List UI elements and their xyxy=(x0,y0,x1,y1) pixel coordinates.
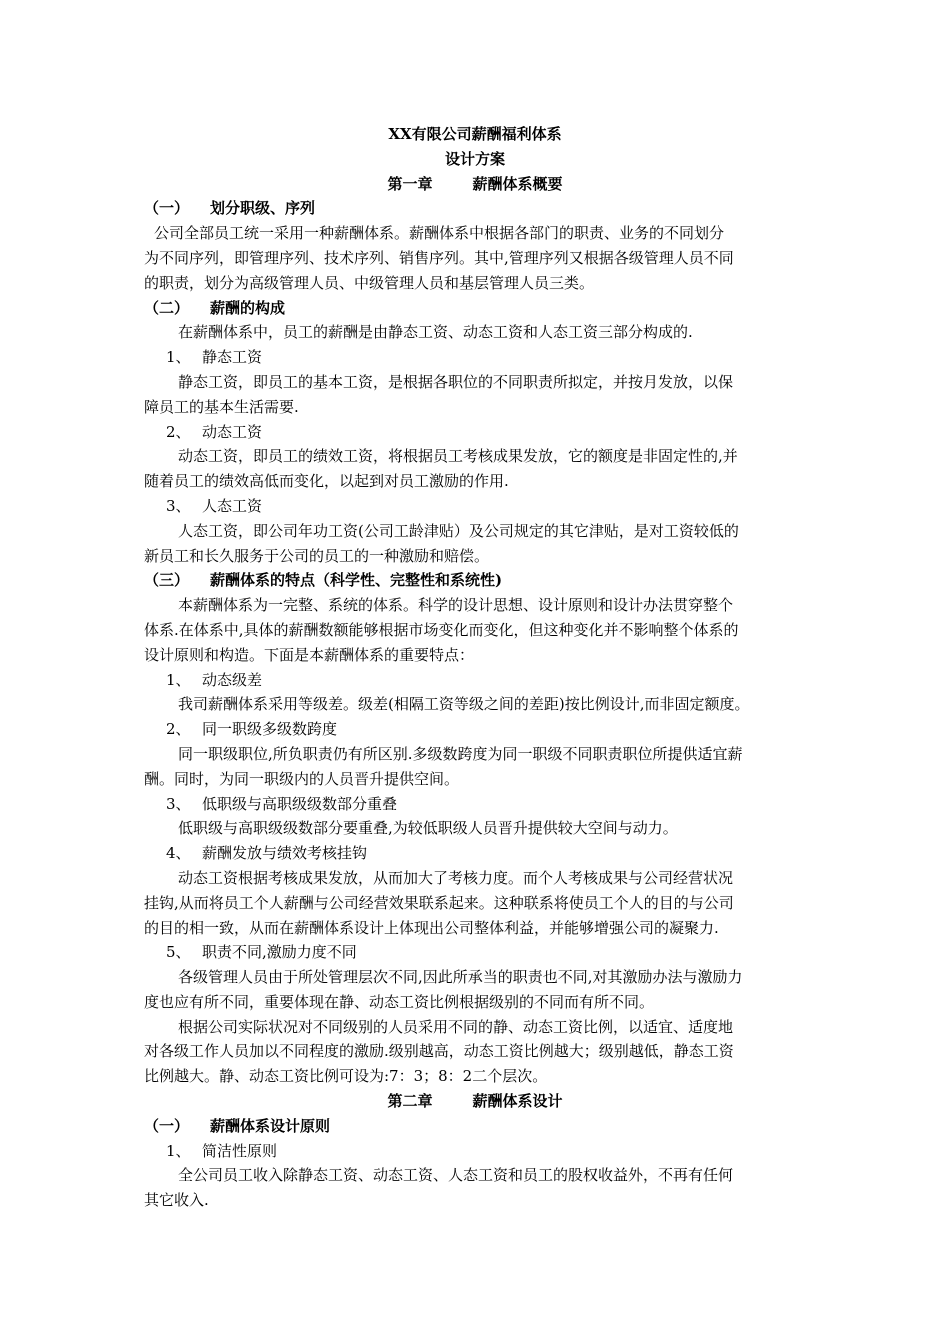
document-body xyxy=(144,122,806,1213)
doc-title: XX有限公司薪酬福利体系 xyxy=(388,125,562,143)
subsection-heading xyxy=(144,420,806,445)
paragraph-line: 各级管理人员由于所处管理层次不同,因此所承当的职责也不同,对其激励办法与激励力 xyxy=(178,968,743,987)
section-heading xyxy=(144,296,806,321)
subsection-heading xyxy=(144,668,806,693)
chapter-title: 薪酬体系概要 xyxy=(472,174,563,193)
subsection-heading xyxy=(144,841,806,866)
item-title: 简洁性原则 xyxy=(202,1141,278,1160)
paragraph-line: 设计原则和构造。下面是本薪酬体系的重要特点： xyxy=(144,645,475,664)
subsection-heading xyxy=(144,345,806,370)
item-num: 1、 xyxy=(166,670,191,689)
paragraph-line: 根据公司实际状况对不同级别的人员采用不同的静、动态工资比例，以适宜、适度地 xyxy=(178,1017,734,1036)
subsection-heading xyxy=(144,1139,806,1164)
chapter-title: 薪酬体系设计 xyxy=(472,1092,563,1111)
paragraph-line: 体系.在体系中,具体的薪酬数额能够根据市场变化而变化，但这种变化并不影响整个体系的 xyxy=(144,620,739,639)
item-num: 1、 xyxy=(166,348,191,367)
item-title: 人态工资 xyxy=(202,496,263,515)
item-num: 5、 xyxy=(166,943,191,962)
item-num: 2、 xyxy=(166,720,191,739)
paragraph-line: 的职责，划分为高级管理人员、中级管理人员和基层管理人员三类。 xyxy=(144,273,595,292)
paragraph-line: 的目的相一致，从而在薪酬体系设计上体现出公司整体利益，并能够增强公司的凝聚力. xyxy=(144,918,719,937)
item-title: 静态工资 xyxy=(202,348,263,367)
subsection-heading xyxy=(144,717,806,742)
chapter-1-heading xyxy=(144,172,806,197)
section-heading xyxy=(144,568,806,593)
section-num: （一） xyxy=(144,1116,190,1135)
paragraph-line: 新员工和长久服务于公司的员工的一种激励和赔偿。 xyxy=(144,546,490,565)
paragraph-line: 静态工资，即员工的基本工资，是根据各职位的不同职责所拟定，并按月发放，以保 xyxy=(178,372,734,391)
paragraph-line: 我司薪酬体系采用等级差。级差(相隔工资等级之间的差距)按比例设计,而非固定额度。 xyxy=(178,695,750,714)
item-title: 低职级与高职级级数部分重叠 xyxy=(202,794,398,813)
section-title: 薪酬体系的特点（科学性、完整性和系统性) xyxy=(210,571,503,590)
paragraph-line: 为不同序列，即管理序列、技术序列、销售序列。其中,管理序列又根据各级管理人员不同 xyxy=(144,248,734,267)
chapter-num: 第一章 xyxy=(387,174,433,193)
paragraph-line: 全公司员工收入除静态工资、动态工资、人态工资和员工的股权收益外，不再有任何 xyxy=(178,1166,734,1185)
item-num: 2、 xyxy=(166,422,191,441)
paragraph-line: 比例越大。静、动态工资比例可设为:7：3；8：2二个层次。 xyxy=(144,1067,548,1086)
item-title: 同一职级多级数跨度 xyxy=(202,720,338,739)
section-heading xyxy=(144,1114,806,1139)
chapter-2-heading xyxy=(144,1089,806,1114)
paragraph-line: 在薪酬体系中，员工的薪酬是由静态工资、动态工资和人态工资三部分构成的. xyxy=(178,323,693,342)
section-heading xyxy=(144,196,806,221)
subsection-heading xyxy=(144,940,806,965)
paragraph-line: 动态工资，即员工的绩效工资，将根据员工考核成果发放，它的额度是非固定性的,并 xyxy=(178,447,738,466)
chapter-num: 第二章 xyxy=(387,1092,433,1111)
paragraph-line: 对各级工作人员加以不同程度的激励.级别越高，动态工资比例越大；级别越低，静态工资 xyxy=(144,1042,734,1061)
paragraph-line: 动态工资根据考核成果发放，从而加大了考核力度。而个人考核成果与公司经营状况 xyxy=(178,868,734,887)
paragraph-line: 随着员工的绩效高低而变化，以起到对员工激励的作用. xyxy=(144,472,509,491)
paragraph-line: 挂钩,从而将员工个人薪酬与公司经营效果联系起来。这种联系将使员工个人的目的与公司 xyxy=(144,893,734,912)
item-num: 3、 xyxy=(166,496,191,515)
subsection-heading xyxy=(144,494,806,519)
paragraph-line: 公司全部员工统一采用一种薪酬体系。薪酬体系中根据各部门的职责、业务的不同划分 xyxy=(154,224,725,243)
item-num: 1、 xyxy=(166,1141,191,1160)
item-num: 3、 xyxy=(166,794,191,813)
item-num: 4、 xyxy=(166,844,191,863)
paragraph-line: 低职级与高职级级数部分要重叠,为较低职级人员晋升提供较大空间与动力。 xyxy=(178,819,678,838)
subsection-heading xyxy=(144,792,806,817)
paragraph-line: 本薪酬体系为一完整、系统的体系。科学的设计思想、设计原则和设计办法贯穿整个 xyxy=(178,596,734,615)
item-title: 薪酬发放与绩效考核挂钩 xyxy=(202,844,368,863)
paragraph-line: 酬。同时，为同一职级内的人员晋升提供空间。 xyxy=(144,769,460,788)
paragraph-line: 同一职级职位,所负职责仍有所区别.多级数跨度为同一职级不同职责职位所提供适宜薪 xyxy=(178,744,743,763)
section-title: 划分职级、序列 xyxy=(210,199,316,218)
item-title: 动态级差 xyxy=(202,670,263,689)
paragraph-line: 度也应有所不同，重要体现在静、动态工资比例根据级别的不同而有所不同。 xyxy=(144,992,655,1011)
section-num: （二） xyxy=(144,298,190,317)
paragraph-line: 障员工的基本生活需要. xyxy=(144,397,299,416)
paragraph-line: 人态工资，即公司年功工资(公司工龄津贴）及公司规定的其它津贴，是对工资较低的 xyxy=(178,521,739,540)
item-title: 动态工资 xyxy=(202,422,263,441)
doc-subtitle: 设计方案 xyxy=(444,149,505,168)
section-num: （一） xyxy=(144,199,190,218)
paragraph-line: 其它收入. xyxy=(144,1191,209,1210)
item-title: 职责不同,激励力度不同 xyxy=(202,943,357,962)
section-title: 薪酬的构成 xyxy=(210,298,286,317)
section-title: 薪酬体系设计原则 xyxy=(210,1116,331,1135)
section-num: （三） xyxy=(144,571,190,590)
